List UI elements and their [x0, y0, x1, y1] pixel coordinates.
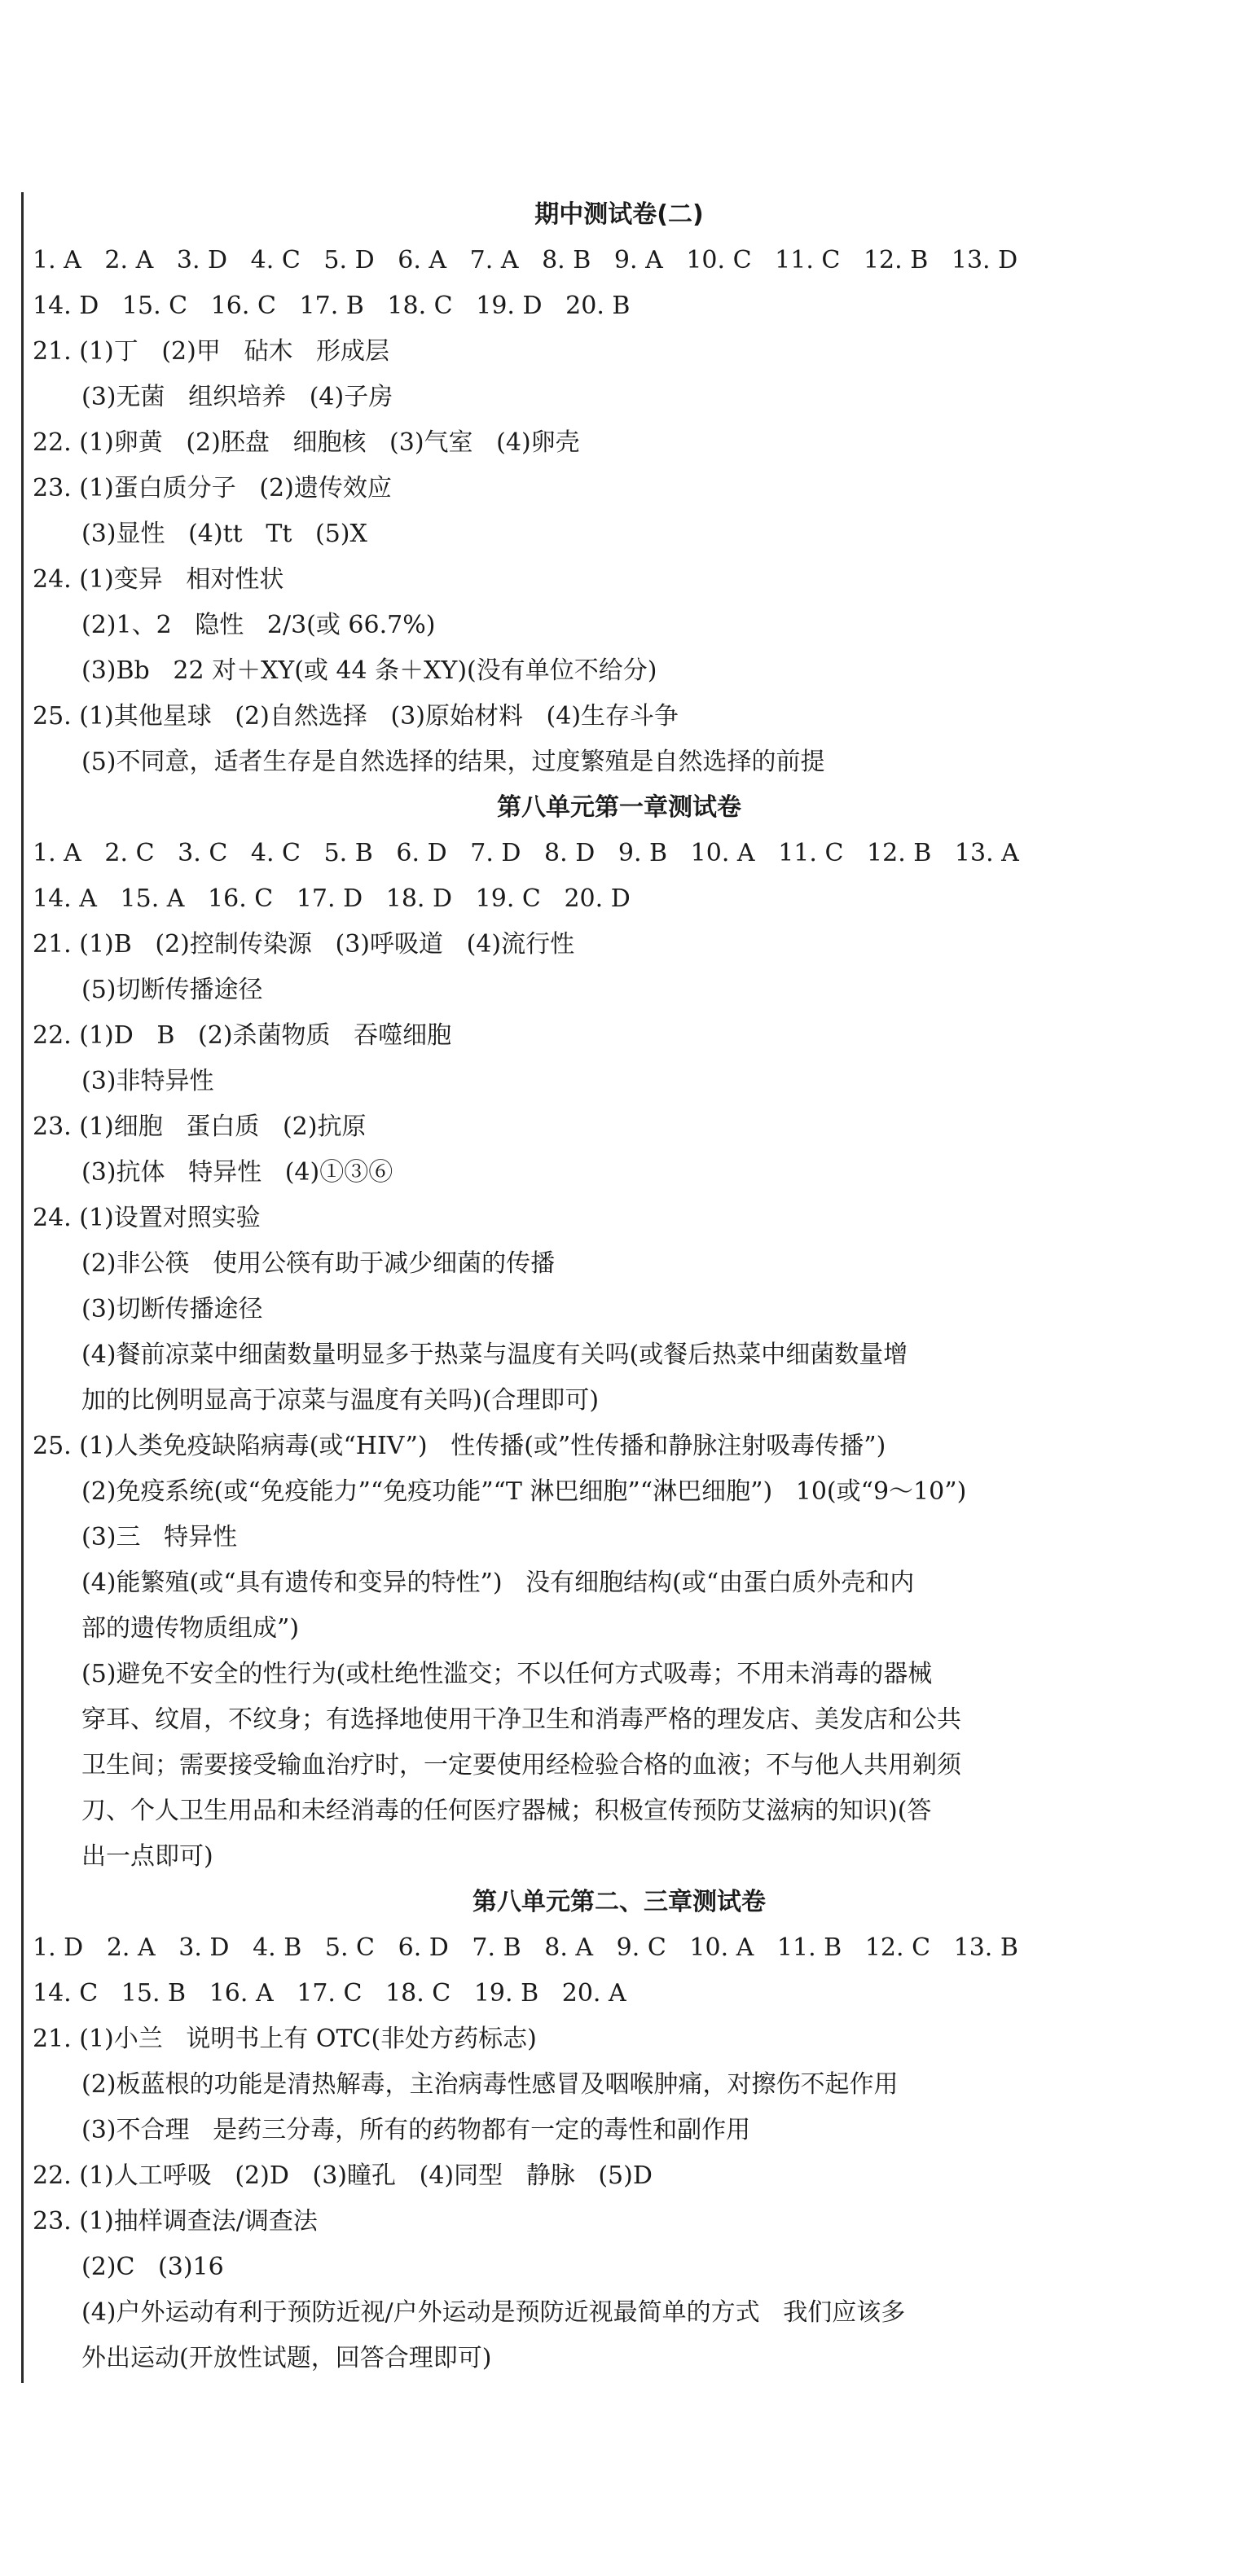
- answer-line: (3)显性 (4)tt Tt (5)X: [81, 520, 367, 548]
- answer-line: 24. (1)设置对照实验: [33, 1204, 261, 1232]
- section-title: 第八单元第一章测试卷: [497, 793, 741, 822]
- answer-line: 21. (1)B (2)控制传染源 (3)呼吸道 (4)流行性: [33, 930, 575, 959]
- section-title: 期中测试卷(二): [534, 200, 704, 229]
- answer-line: 穿耳、纹眉，不纹身；有选择地使用干净卫生和消毒严格的理发店、美发店和公共: [81, 1705, 961, 1734]
- answer-line: 卫生间；需要接受输血治疗时，一定要使用经检验合格的血液；不与他人共用剃须: [81, 1751, 961, 1780]
- answer-line: (3)三 特异性: [81, 1523, 238, 1551]
- answer-line: (3)Bb 22 对＋XY(或 44 条＋XY)(没有单位不给分): [81, 656, 657, 685]
- answer-line: 部的遗传物质组成”): [81, 1614, 300, 1643]
- answer-line: (4)餐前凉菜中细菌数量明显多于热菜与温度有关吗(或餐后热菜中细菌数量增: [81, 1341, 908, 1369]
- answer-line: (3)非特异性: [81, 1067, 214, 1095]
- answer-line: (3)不合理 是药三分毒，所有的药物都有一定的毒性和副作用: [81, 2116, 751, 2144]
- answer-line: (2)C (3)16: [81, 2253, 224, 2281]
- answer-line: 22. (1)卵黄 (2)胚盘 细胞核 (3)气室 (4)卵壳: [33, 428, 580, 457]
- answer-line: 23. (1)细胞 蛋白质 (2)抗原: [33, 1112, 367, 1141]
- answer-line: (4)能繁殖(或“具有遗传和变异的特性”) 没有细胞结构(或“由蛋白质外壳和内: [81, 1569, 915, 1597]
- answer-line: (2)免疫系统(或“免疫能力”“免疫功能”“T 淋巴细胞”“淋巴细胞”) 10(或“9～10”): [81, 1477, 967, 1506]
- answer-line: 21. (1)小兰 说明书上有 OTC(非处方药标志): [33, 2025, 537, 2053]
- answer-line: 22. (1)D B (2)杀菌物质 吞噬细胞: [33, 1021, 452, 1050]
- answer-line: 25. (1)其他星球 (2)自然选择 (3)原始材料 (4)生存斗争: [33, 702, 679, 731]
- answer-line: 14. D 15. C 16. C 17. B 18. C 19. D 20. B: [33, 292, 631, 320]
- answer-line: (5)不同意，适者生存是自然选择的结果，过度繁殖是自然选择的前提: [81, 748, 825, 776]
- answer-line: 14. C 15. B 16. A 17. C 18. C 19. B 20. A: [33, 1979, 626, 2008]
- answer-line: 14. A 15. A 16. C 17. D 18. D 19. C 20. D: [33, 884, 631, 913]
- answer-line: (3)无菌 组织培养 (4)子房: [81, 383, 393, 411]
- left-margin-rule: [21, 192, 24, 2383]
- answer-key-page: [33, 192, 1206, 2381]
- answer-line: (2)板蓝根的功能是清热解毒，主治病毒性感冒及咽喉肿痛，对擦伤不起作用: [81, 2070, 899, 2099]
- answer-line: 24. (1)变异 相对性状: [33, 565, 284, 594]
- answer-line: (4)户外运动有利于预防近视/户外运动是预防近视最简单的方式 我们应该多: [81, 2298, 906, 2327]
- answer-line: (5)切断传播途径: [81, 976, 263, 1004]
- answer-line: (3)抗体 特异性 (4)①③⑥: [81, 1158, 393, 1187]
- answer-line: 21. (1)丁 (2)甲 砧木 形成层: [33, 337, 390, 366]
- answer-line: 刀、个人卫生用品和未经消毒的任何医疗器械；积极宣传预防艾滋病的知识)(答: [81, 1797, 932, 1825]
- answer-line: 25. (1)人类免疫缺陷病毒(或“HIV”) 性传播(或”性传播和静脉注射吸毒传播”): [33, 1432, 886, 1460]
- answer-line: 加的比例明显高于凉菜与温度有关吗)(合理即可): [81, 1386, 600, 1415]
- answer-line: 1. A 2. C 3. C 4. C 5. B 6. D 7. D 8. D 9. B 10. A 11. C 12. B 13. A: [33, 839, 1019, 867]
- answer-line: 外出运动(开放性试题，回答合理即可): [81, 2344, 492, 2372]
- answer-line: 23. (1)蛋白质分子 (2)遗传效应: [33, 474, 392, 502]
- answer-line: (2)非公筷 使用公筷有助于减少细菌的传播: [81, 1249, 556, 1278]
- answer-line: 1. A 2. A 3. D 4. C 5. D 6. A 7. A 8. B 9. A 10. C 11. C 12. B 13. D: [33, 246, 1018, 274]
- section-title: 第八单元第二、三章测试卷: [472, 1888, 766, 1916]
- answer-line: 1. D 2. A 3. D 4. B 5. C 6. D 7. B 8. A 9. C 10. A 11. B 12. C 13. B: [33, 1933, 1018, 1962]
- answer-line: 23. (1)抽样调查法/调查法: [33, 2207, 318, 2236]
- answer-line: (5)避免不安全的性行为(或杜绝性滥交；不以任何方式吸毒；不用未消毒的器械: [81, 1660, 933, 1688]
- answer-line: (2)1、2 隐性 2/3(或 66.7%): [81, 611, 436, 639]
- answer-line: (3)切断传播途径: [81, 1295, 263, 1323]
- answer-line: 出一点即可): [81, 1842, 213, 1871]
- answer-line: 22. (1)人工呼吸 (2)D (3)瞳孔 (4)同型 静脉 (5)D: [33, 2161, 653, 2190]
